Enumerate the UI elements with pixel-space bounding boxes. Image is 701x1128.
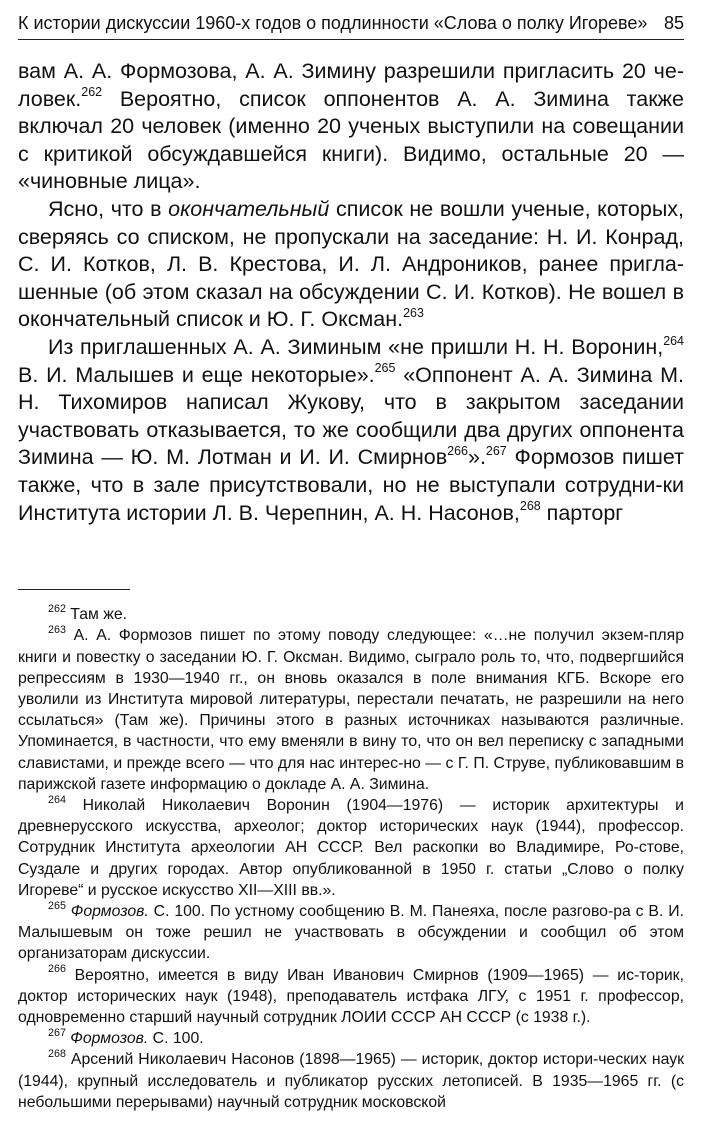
- paragraph-2: [18, 196, 684, 334]
- text-run: Ясно, что в: [48, 196, 169, 221]
- text-run: вам А. А. Формозова, А. А. Зимину разрешили пригласить 20 че-ловек.: [18, 59, 684, 111]
- running-header: [18, 10, 684, 40]
- footnote-262: [18, 604, 684, 625]
- footnote-author: Формозов.: [65, 902, 149, 920]
- footnote-264: [18, 795, 684, 901]
- footnote-ref[interactable]: 265: [374, 361, 396, 376]
- footnote-267: [18, 1028, 684, 1049]
- footnote-number: 266: [48, 963, 66, 976]
- paragraph-1: [18, 58, 684, 196]
- footnote-author: Формозов.: [65, 1030, 149, 1048]
- footnote-number: 267: [48, 1026, 66, 1039]
- footnote-ref[interactable]: 268: [519, 499, 541, 514]
- footnote-ref[interactable]: 267: [485, 443, 507, 458]
- footnote-268: [18, 1049, 684, 1113]
- text-run: парторг: [540, 500, 624, 525]
- footnote-number: 264: [48, 793, 66, 806]
- footnote-263: [18, 625, 684, 795]
- text-run: Формозов пишет также, что в зале присутствовали, но не выступали сотрудни-ки Института истории Л. В. Черепнин, А. Н. Насонов,: [18, 445, 684, 525]
- text-run: Из приглашенных А. А. Зиминым «не пришли Н. Н. Воронин,: [48, 334, 664, 359]
- text-run: В. И. Малышев и еще некоторые».: [18, 362, 375, 387]
- footnote-text: С. 100.: [148, 1030, 204, 1048]
- footnote-text: Там же.: [65, 606, 128, 624]
- footnote-text: А. А. Формозов пишет по этому поводу следующее: «…не получил экзем-пляр книги и повестку о заседании Ю. Г. Оксман. Видимо, сыграло роль то, что, подвергшийся репрессиям в 1930—1940 гг., он вновь оказался в поле внимания КГБ. Вскоре его уволили из Института мировой литературы, перестали печатать, не разрешили на него ссылаться» (Там же). Причины этого в разных источниках называются различные. Упоминается, в частности, что ему вменяли в вину то, что он вел переписку с западными славистами, и прежде всего — что для нас интерес-но — с Г. П. Струве, публиковавшим в парижской газете информацию о докладе А. А. Зимина.: [18, 627, 684, 793]
- text-run: «Оппонент А. А. Зимина М. Н. Тихомиров написал Жукову, что в закрытом заседании участвовать отказывается, то же сообщили два других оппонента Зимина — Ю. М. Лотман и И. И. Смирнов: [18, 362, 684, 470]
- text-run: ».: [467, 445, 486, 470]
- footnote-number: 263: [48, 623, 66, 636]
- footnote-text: С. 100. По устному сообщению В. М. Панеяха, после разгово-ра с В. И. Малышевым он тоже решил не участвовать в обсуждении и сообщил об этом организаторам дискуссии.: [18, 902, 684, 963]
- footnote-ref[interactable]: 266: [447, 443, 468, 458]
- footnote-number: 265: [48, 899, 66, 912]
- footnote-number: 262: [48, 602, 66, 615]
- emphasis: окончательный: [168, 196, 330, 221]
- footnote-266: [18, 965, 684, 1029]
- footnote-text: Вероятно, имеется в виду Иван Иванович Смирнов (1909—1965) — ис-торик, доктор исторических наук (1948), преподаватель истфака ЛГУ, с 1951 г. профессор, одновременно старший научный сотрудник ЛОИИ СССР АН СССР (с 1938 г.).: [18, 966, 684, 1026]
- page-number: 85: [663, 13, 684, 33]
- text-run: список не вошли ученые, которых, сверяясь со списком, не пропускали на заседание: Н. И. Конрад, С. И. Котков, Л. В. Крестова, И. Л. Андроников, ранее пригла-шенные (об этом сказал на обсуждении С. И. Котков). Не вошел в окончательный список и Ю. Г. Оксман.: [18, 196, 685, 332]
- book-page: [18, 10, 684, 1113]
- paragraph-3: [18, 334, 684, 527]
- footnote-ref[interactable]: 263: [403, 305, 424, 320]
- running-title: К истории дискуссии 1960-х годов о подлинности «Слова о полку Игореве»: [18, 13, 648, 33]
- footnote-ref[interactable]: 262: [81, 85, 103, 100]
- footnote-265: [18, 901, 684, 965]
- footnote-text: Николай Николаевич Воронин (1904—1976) — историк архитектуры и древнерусского искусства, археолог; доктор исторических наук (1944), профессор. Сотрудник Института археологии АН СССР. Вел раскопки во Владимире, Ро-стове, Суздале и других городах. Автор опубликованной в 1950 г. статьи „Слово о полку Игореве“ и русское искусство XII—XIII вв.».: [18, 796, 684, 899]
- footnote-text: Арсений Николаевич Насонов (1898—1965) — историк, доктор истори-ческих наук (1944), крупный исследователь и публикатор русских летописей. В 1935—1965 гг. (с небольшими перерывами) научный сотрудник московской: [18, 1051, 684, 1111]
- footnote-divider: [18, 589, 130, 590]
- text-run: Вероятно, список оппонентов А. А. Зимина также включал 20 человек (именно 20 ученых выступили на совещании с критикой обсуждавшейся книги). Видимо, остальные 20 — «чиновные лица».: [18, 86, 684, 194]
- main-text: [18, 58, 684, 527]
- footnotes: [18, 604, 684, 1113]
- footnote-ref[interactable]: 264: [663, 333, 684, 348]
- footnote-number: 268: [48, 1048, 66, 1061]
